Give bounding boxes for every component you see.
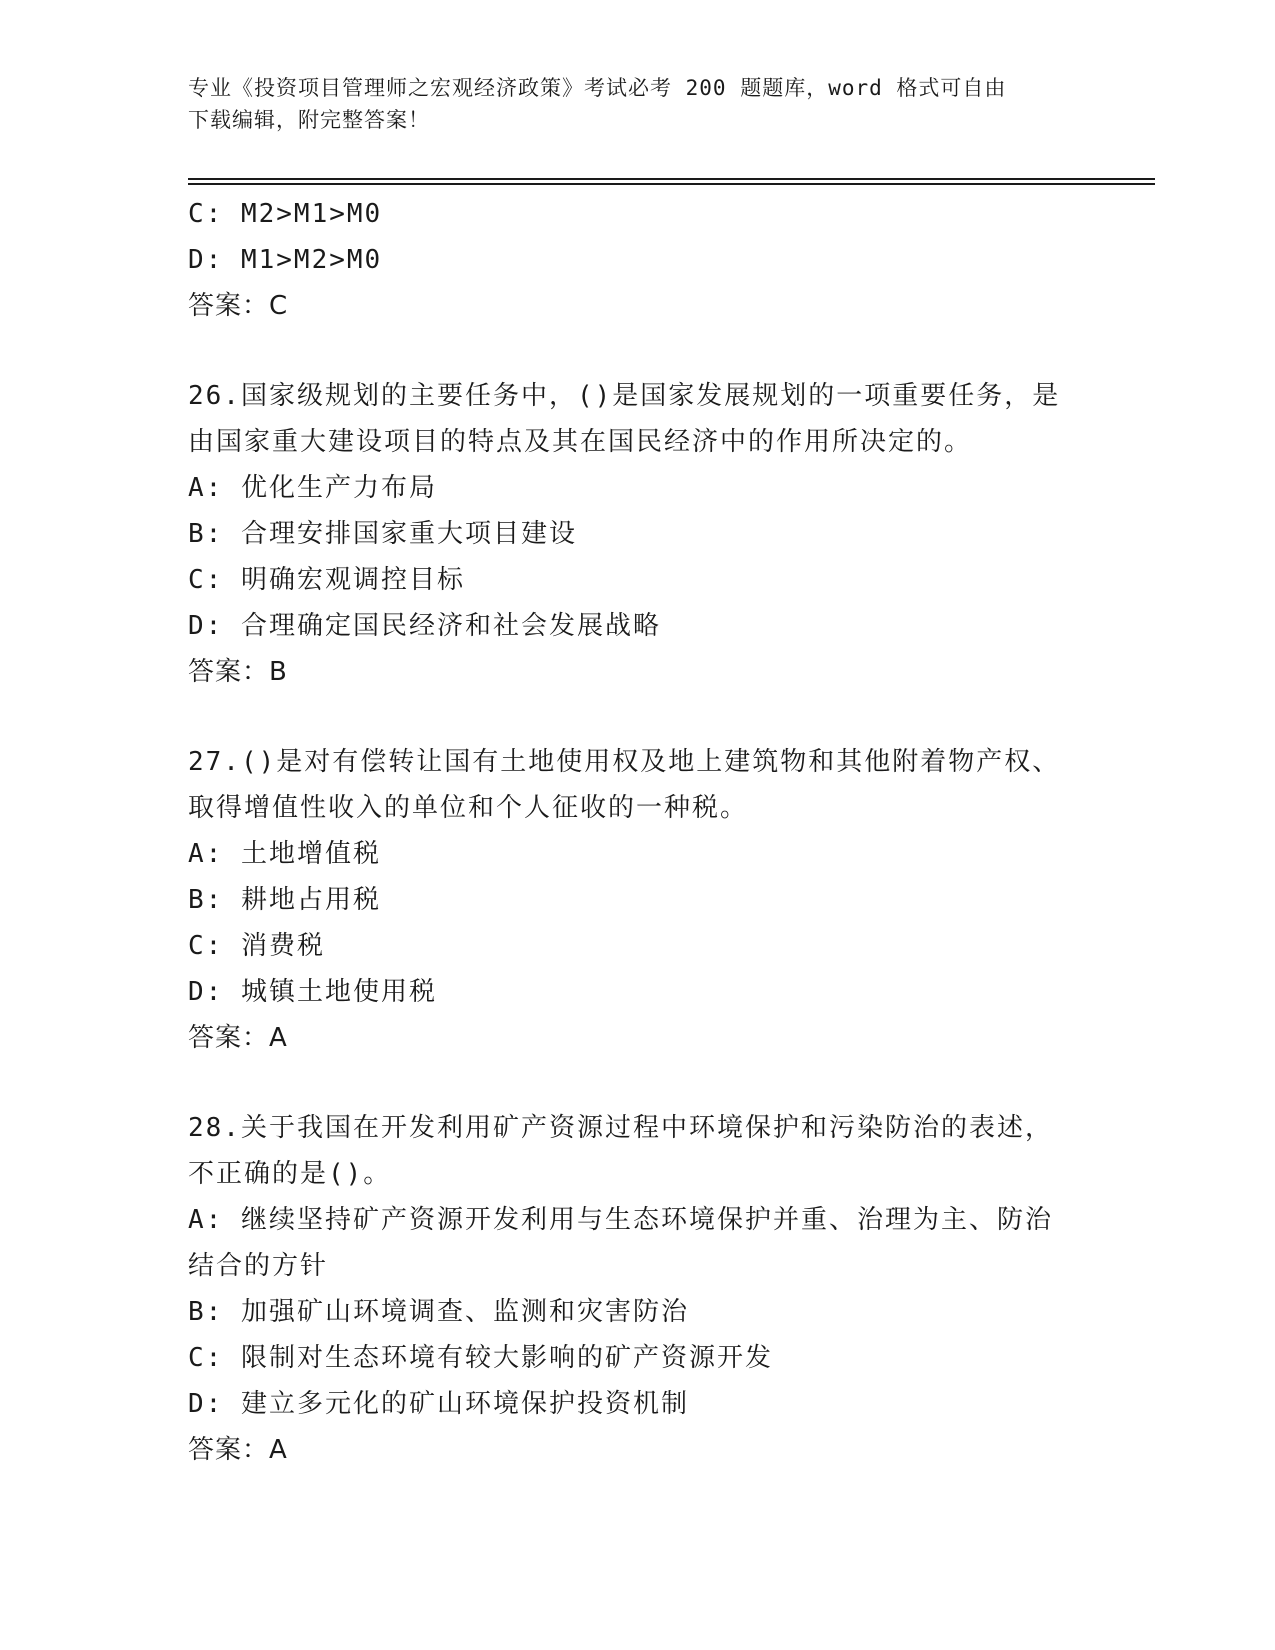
option-a: A: 土地增值税 bbox=[188, 839, 381, 869]
question-stem-line-2: 由国家重大建设项目的特点及其在国民经济中的作用所决定的。 bbox=[188, 427, 973, 457]
header-line-1: 专业《投资项目管理师之宏观经济政策》考试必考 200 题题库，word 格式可自由 bbox=[188, 76, 1007, 100]
question-stem-line-2: 不正确的是()。 bbox=[188, 1159, 392, 1189]
header-rule-bottom bbox=[188, 183, 1155, 185]
question-block-28 bbox=[188, 1105, 1088, 1473]
question-stem-line-1: 27.()是对有偿转让国有土地使用权及地上建筑物和其他附着物产权、 bbox=[188, 747, 1061, 777]
header-line-2: 下载编辑，附完整答案！ bbox=[188, 108, 430, 132]
question-block-26 bbox=[188, 373, 1088, 695]
option-b: B: 加强矿山环境调查、监测和灾害防治 bbox=[188, 1297, 689, 1327]
option-c: C: 明确宏观调控目标 bbox=[188, 565, 465, 595]
option-c: C: 消费税 bbox=[188, 931, 325, 961]
answer: 答案：A bbox=[188, 1023, 288, 1053]
header-rule-top bbox=[188, 178, 1155, 180]
option-d: D: M1>M2>M0 bbox=[188, 245, 383, 275]
question-stem-line-1: 28.关于我国在开发利用矿产资源过程中环境保护和污染防治的表述， bbox=[188, 1113, 1053, 1143]
option-d: D: 建立多元化的矿山环境保护投资机制 bbox=[188, 1389, 689, 1419]
option-a-line-2: 结合的方针 bbox=[188, 1251, 329, 1281]
answer: 答案：A bbox=[188, 1435, 288, 1465]
option-c: C: M2>M1>M0 bbox=[188, 199, 383, 229]
question-stem-line-1: 26.国家级规划的主要任务中，()是国家发展规划的一项重要任务，是 bbox=[188, 381, 1061, 411]
document-header bbox=[188, 72, 1068, 136]
option-b: B: 耕地占用税 bbox=[188, 885, 381, 915]
answer: 答案：C bbox=[188, 291, 289, 321]
option-a: A: 优化生产力布局 bbox=[188, 473, 437, 503]
question-block-25 bbox=[188, 191, 1088, 329]
option-c: C: 限制对生态环境有较大影响的矿产资源开发 bbox=[188, 1343, 773, 1373]
option-b: B: 合理安排国家重大项目建设 bbox=[188, 519, 577, 549]
option-d: D: 城镇土地使用税 bbox=[188, 977, 437, 1007]
option-a-line-1: A: 继续坚持矿产资源开发利用与生态环境保护并重、治理为主、防治 bbox=[188, 1205, 1053, 1235]
question-stem-line-2: 取得增值性收入的单位和个人征收的一种税。 bbox=[188, 793, 749, 823]
option-d: D: 合理确定国民经济和社会发展战略 bbox=[188, 611, 661, 641]
question-block-27 bbox=[188, 739, 1088, 1061]
question-list bbox=[188, 191, 1088, 1473]
answer: 答案：B bbox=[188, 657, 288, 687]
